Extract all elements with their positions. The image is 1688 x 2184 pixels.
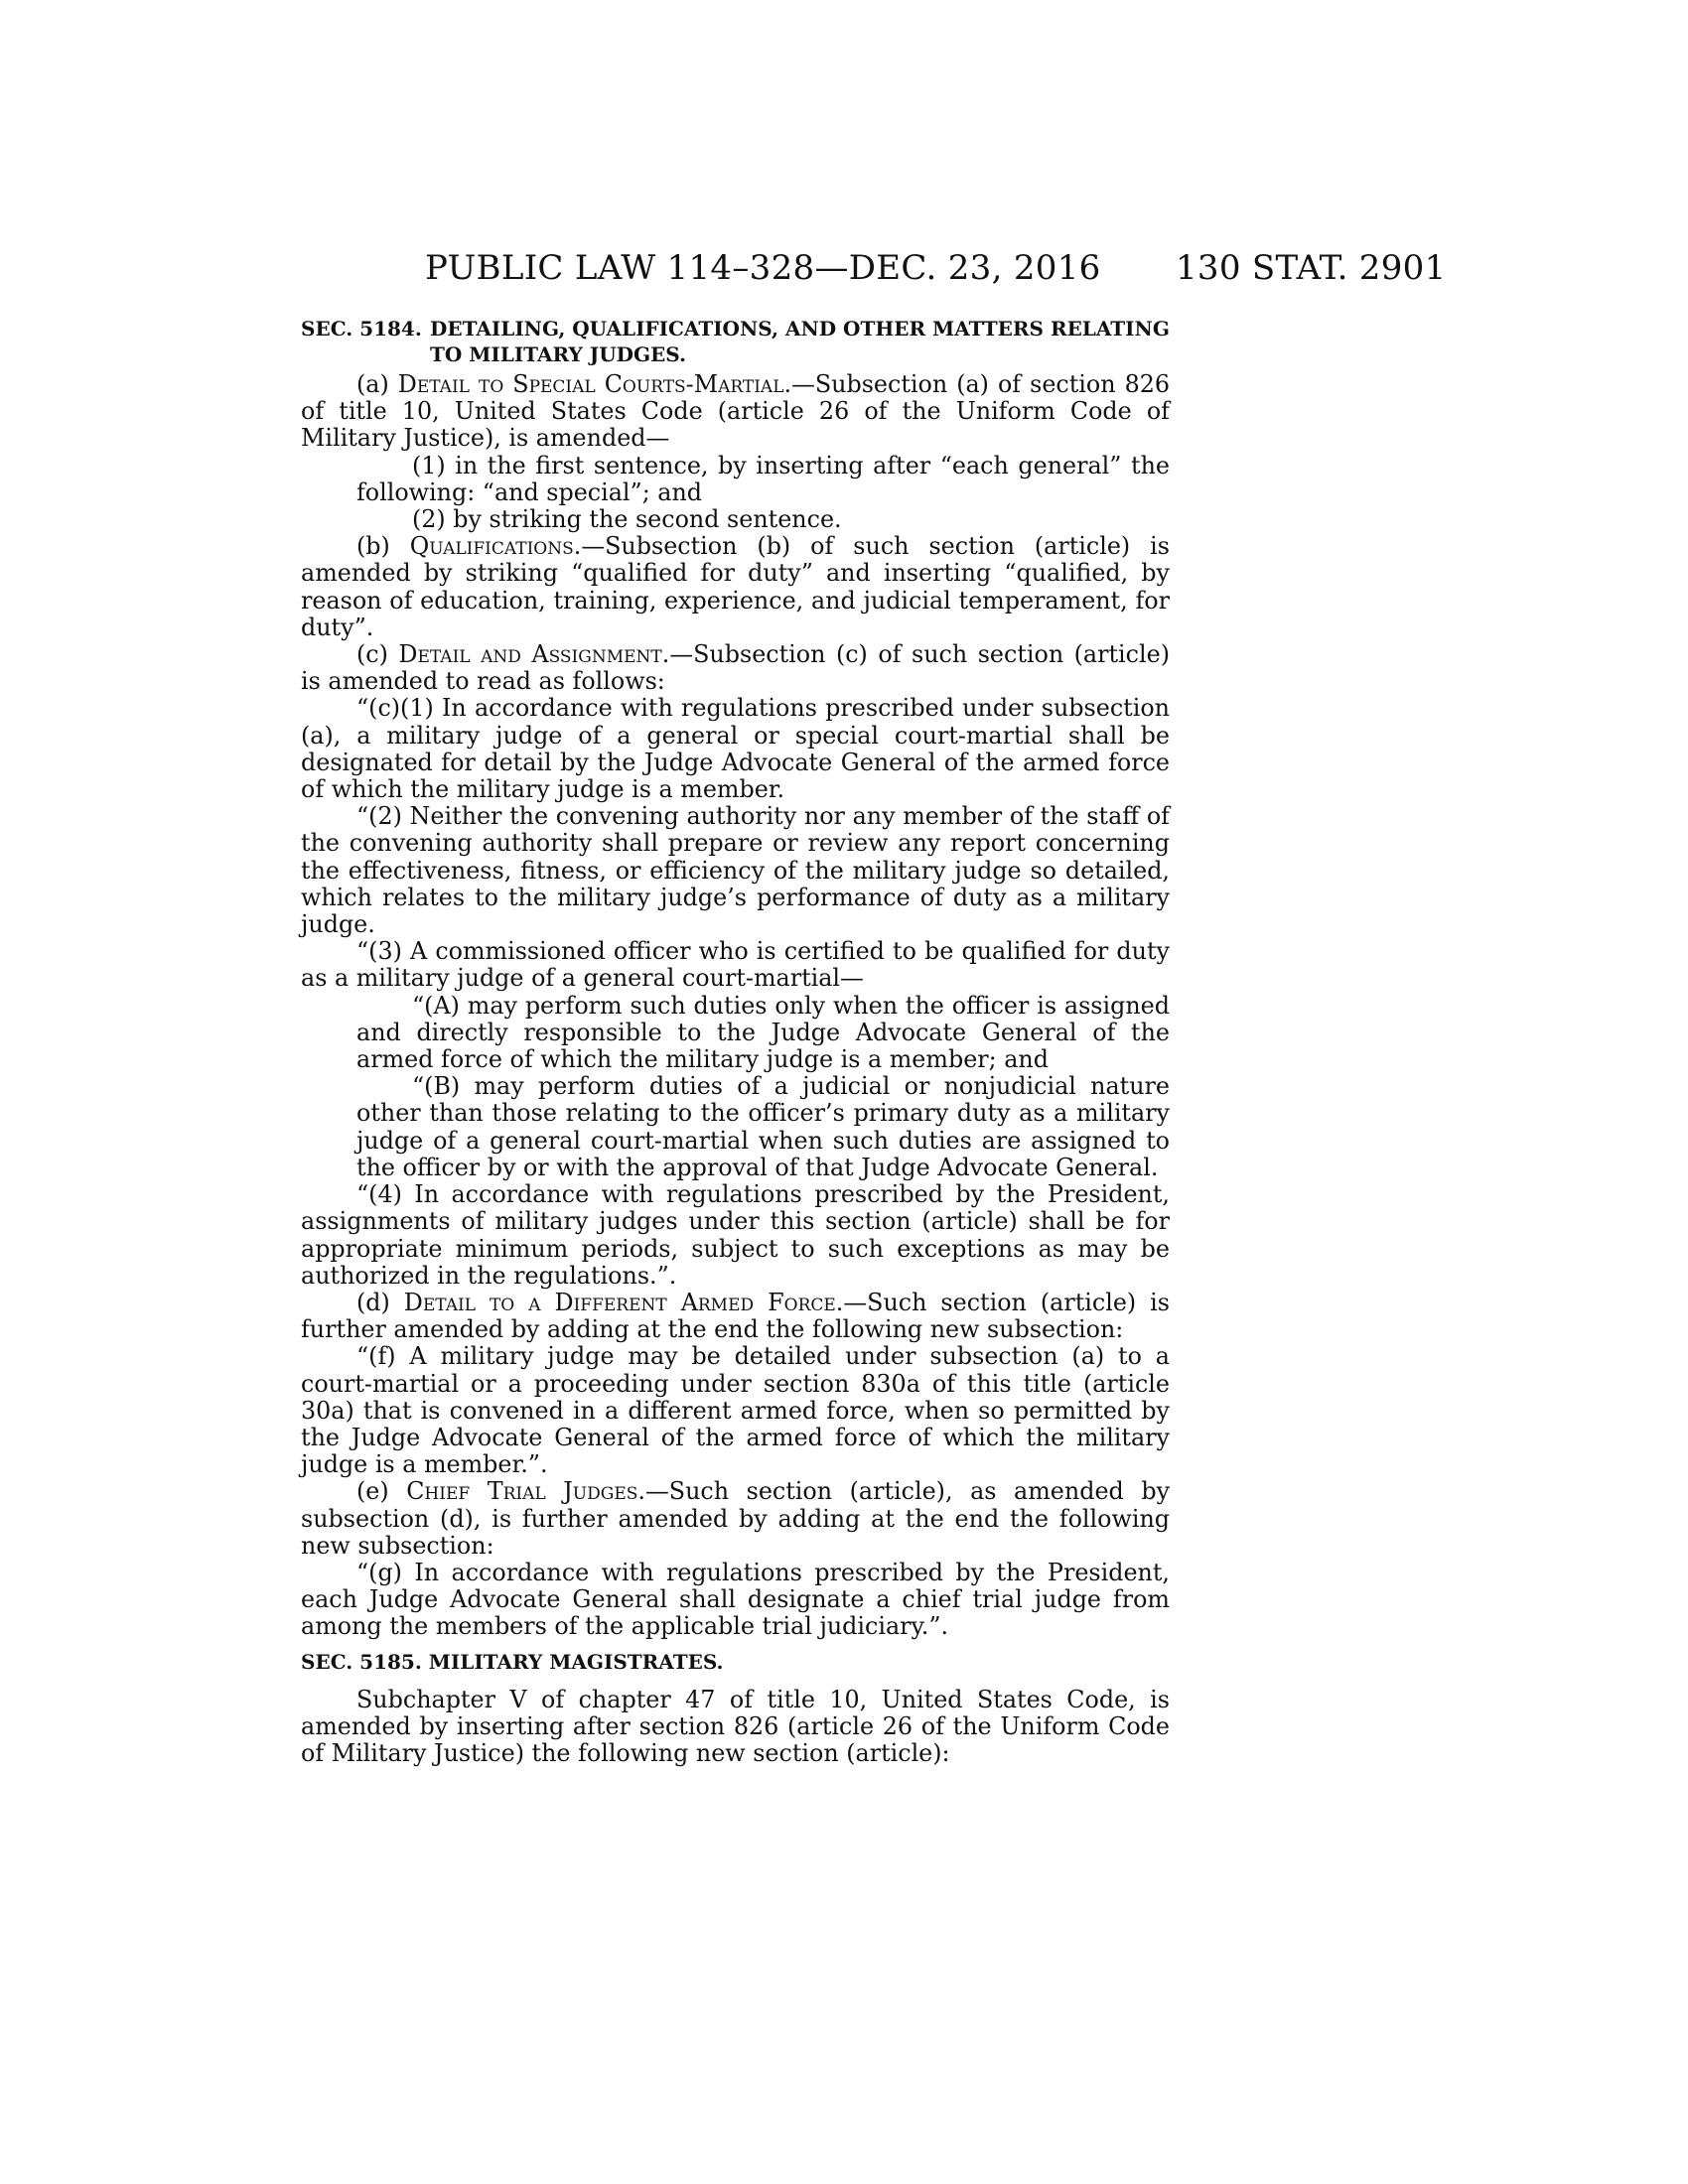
paragraph-e-text: .—Such section (article), as amended by subsection (d), is further amended by adding at the end the following new subsection: (301, 1477, 1171, 1560)
paragraph-c2: “(2) Neither the convening authority nor any member of the staff of the convening authority shall prepare or review any report concerning the effectiveness, fitness, or efficiency of the military judge so detailed, which relates to the military judge’s performance of duty as a military judge. (301, 802, 1170, 939)
paragraph-c3a: “(A) may perform such duties only when the officer is assigned and directly responsible to the Judge Advocate General of the armed force of which the military judge is a member; and (356, 991, 1170, 1074)
paragraph-b-text: .—Subsection (b) of such section (article) is amended by striking “qualified for duty” and inserting “qualified, by reason of education, training, experience, and judicial temperament, for duty”. (301, 532, 1170, 641)
paragraph-c3: “(3) A commissioned officer who is certified to be qualified for duty as a military judge of a general court-martial— (301, 937, 1170, 993)
paragraph-c4: “(4) In accordance with regulations prescribed by the President, assignments of military judges under this section (article) shall be for appropriate minimum periods, subject to such exceptions as may be authorized in the regulations.”. (301, 1180, 1170, 1290)
paragraph-d-heading: Detail to a Different Armed Force (403, 1288, 836, 1316)
paragraph-c3b: “(B) may perform duties of a judicial or nonjudicial nature other than those relating to the officer’s primary duty as a military judge of a general court-martial when such duties are assigned to the officer by or with the approval of that Judge Advocate General. (356, 1072, 1170, 1181)
paragraph-g: “(g) In accordance with regulations prescribed by the President, each Judge Advocate General shall designate a chief trial judge from among the members of the applicable trial judiciary.”. (301, 1558, 1170, 1641)
paragraph-c-text: .—Subsection (c) of such section (article) is amended to read as follows: (301, 640, 1170, 696)
paragraph-b-prefix: (b) (356, 532, 410, 561)
section-5184-heading (301, 316, 1170, 367)
paragraph-d (301, 1290, 1170, 1343)
text-body (301, 316, 1170, 1767)
paragraph-a2: (2) by striking the second sentence. (412, 505, 842, 534)
paragraph-a1: (1) in the first sentence, by inserting after “each general” the following: “and special”; and (356, 451, 1170, 506)
paragraph-c-heading: Detail and Assignment (398, 640, 662, 669)
paragraph-c (301, 641, 1170, 695)
page-number: 130 STAT. 2901 (1176, 248, 1447, 288)
paragraph-a (301, 371, 1170, 453)
paragraph-f: “(f) A military judge may be detailed under subsection (a) to a court-martial or a proceeding under section 830a of this title (article 30a) that is convened in a different armed force, when so permitted by the Judge Advocate General of the armed force of which the military judge is a member.”. (301, 1342, 1170, 1479)
running-head: PUBLIC LAW 114–328—DEC. 23, 2016 (425, 248, 1101, 288)
paragraph-5185: Subchapter V of chapter 47 of title 10, United States Code, is amended by inserting after section 826 (article 26 of the Uniform Code of Military Justice) the following new section (article): (301, 1685, 1170, 1767)
paragraph-d-prefix: (d) (356, 1288, 404, 1316)
paragraph-d-text: .—Such section (article) is further amended by adding at the end the following new subsection: (301, 1288, 1171, 1344)
paragraph-e-heading: Chief Trial Judges (406, 1477, 638, 1506)
paragraph-e-prefix: (e) (356, 1477, 407, 1506)
paragraph-b (301, 533, 1170, 641)
section-5184-number: SEC. 5184. (301, 317, 422, 341)
paragraph-c-prefix: (c) (356, 640, 399, 669)
section-5184-title: DETAILING, QUALIFICATIONS, AND OTHER MATTERS RELATING TO MILITARY JUDGES. (430, 317, 1170, 366)
paragraph-b-heading: Qualifications (409, 532, 574, 561)
paragraph-a-prefix: (a) (356, 370, 398, 398)
paragraph-e (301, 1478, 1170, 1560)
section-5185-heading: SEC. 5185. MILITARY MAGISTRATES. (301, 1649, 724, 1674)
paragraph-a-text: .—Subsection (a) of section 826 of title 10, United States Code (article 26 of the Uniform Code of Military Justice), is amended— (301, 370, 1170, 453)
paragraph-c1: “(c)(1) In accordance with regulations prescribed under subsection (a), a military judge of a general or special court-martial shall be designated for detail by the Judge Advocate General of the armed force of which the military judge is a member. (301, 694, 1170, 804)
paragraph-a-heading: Detail to Special Courts-Martial (397, 370, 784, 398)
